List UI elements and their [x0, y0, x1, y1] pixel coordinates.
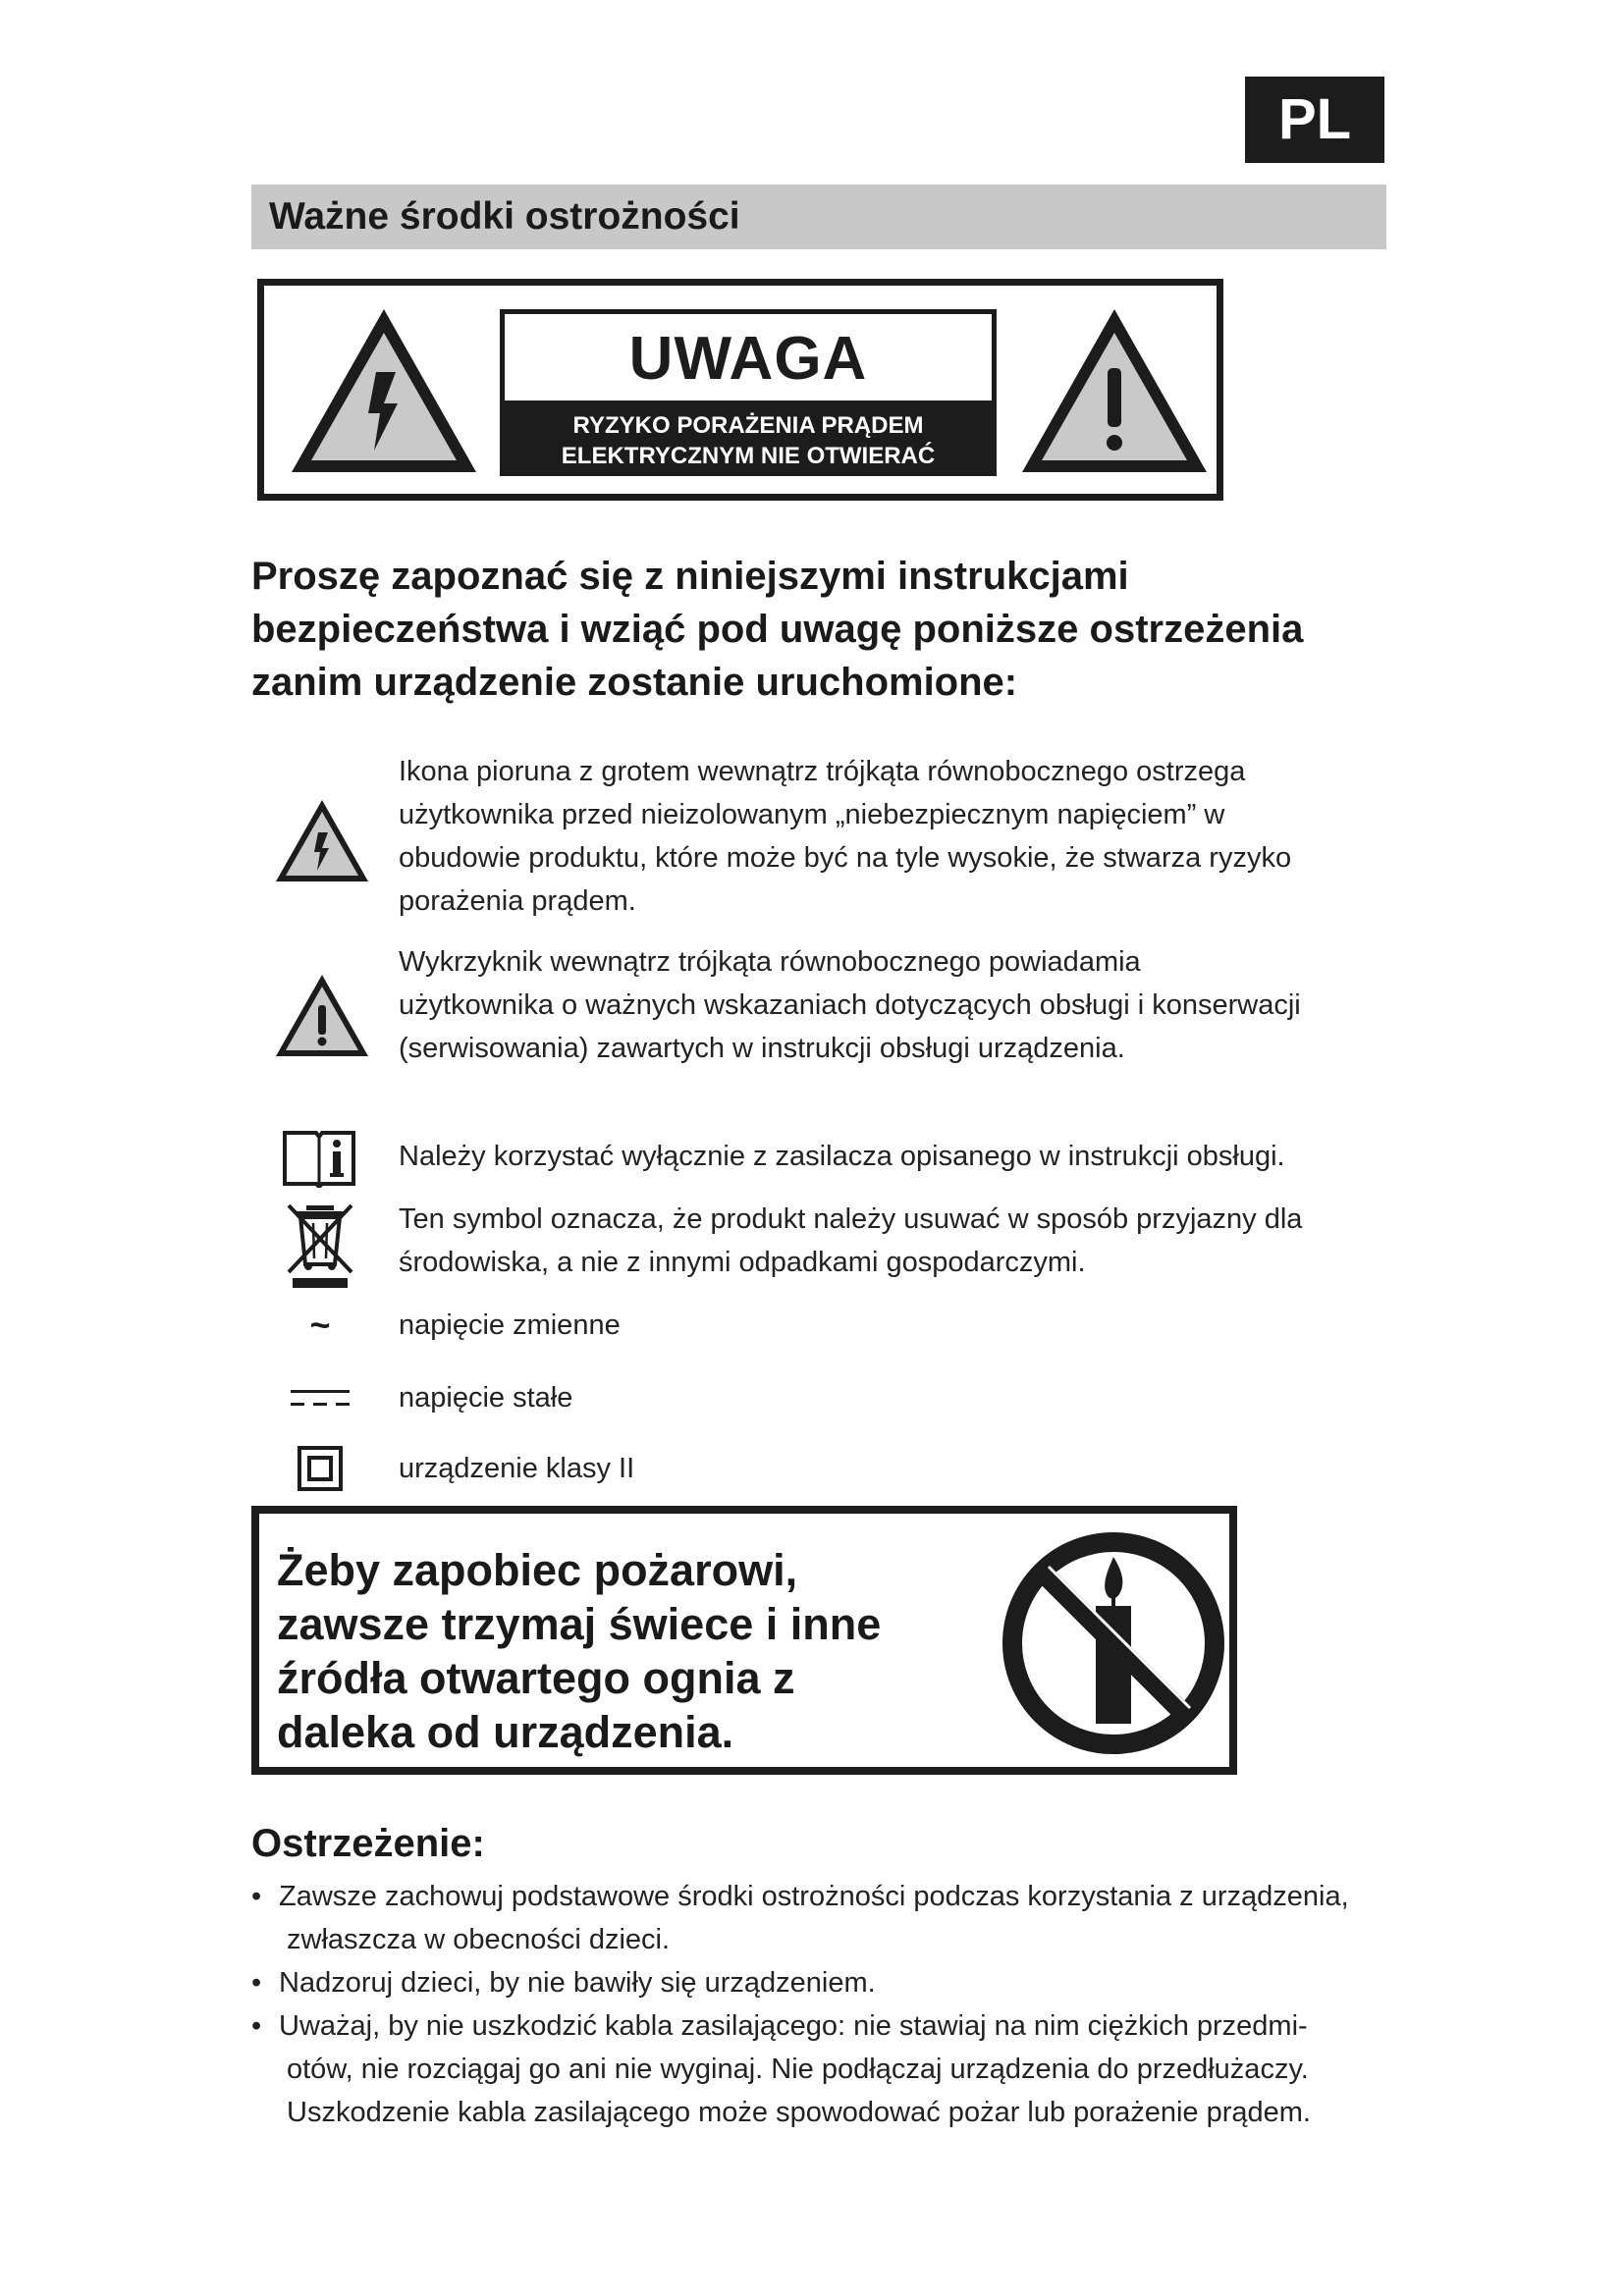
- warning-title: UWAGA: [628, 325, 868, 393]
- symbol-description: [399, 940, 1380, 1070]
- class-ii-icon: [297, 1445, 344, 1492]
- text-line: Ikona pioruna z grotem wewnątrz trójkąta równobocznego ostrzega: [399, 756, 1246, 787]
- dc-symbol-icon: [289, 1384, 352, 1412]
- warning-center-panel: [500, 309, 997, 476]
- warning-heading: Ostrzeżenie:: [251, 1822, 485, 1865]
- ac-symbol-icon: ~: [309, 1305, 331, 1345]
- symbol-description: [399, 1376, 1380, 1419]
- fire-warning-line: Żeby zapobiec pożarowi,: [277, 1545, 798, 1595]
- fire-warning-box: [251, 1506, 1237, 1775]
- text-line: • Uważaj, by nie uszkodzić kabla zasilającego: nie stawiaj na nim ciężkich przedmi-: [279, 2010, 1308, 2042]
- symbol-description: [399, 1304, 1380, 1347]
- list-item: [251, 2004, 1390, 2134]
- text-line: • Zawsze zachowuj podstawowe środki ostrożności podczas korzystania z urządzenia,: [279, 1881, 1349, 1912]
- intro-line: zanim urządzenie zostanie uruchomione:: [251, 661, 1018, 704]
- exclamation-triangle-icon: [1016, 303, 1213, 480]
- symbol-description: [399, 1447, 1380, 1490]
- lightning-triangle-icon: [286, 303, 482, 480]
- text-line: (serwisowania) zawartych w instrukcji obsługi urządzenia.: [399, 1033, 1125, 1064]
- symbol-description: [399, 1135, 1380, 1178]
- text-line: • Nadzoruj dzieci, by nie bawiły się urządzeniem.: [279, 1967, 876, 1999]
- text-line: Należy korzystać wyłącznie z zasilacza opisanego w instrukcji obsługi.: [399, 1141, 1285, 1172]
- section-header: [251, 185, 1386, 249]
- list-item: [251, 1961, 1390, 2004]
- fire-warning-text: [277, 1543, 881, 1759]
- symbol-description: [399, 1198, 1380, 1284]
- text-line: użytkownika o ważnych wskazaniach dotyczących obsługi i konserwacji: [399, 989, 1301, 1021]
- lightning-triangle-icon: [273, 797, 371, 885]
- text-line: obudowie produktu, które może być na tyle wysokie, że stwarza ryzyko: [399, 842, 1292, 874]
- fire-warning-line: zawsze trzymaj świece i inne: [277, 1599, 882, 1649]
- text-line: porażenia prądem.: [399, 885, 636, 917]
- manual-info-icon: [281, 1127, 357, 1188]
- crossed-bin-icon: [285, 1200, 355, 1290]
- text-line: Uszkodzenie kabla zasilającego może spowodować pożar lub porażenie prądem.: [287, 2097, 1311, 2128]
- text-line: użytkownika przed nieizolowanym „niebezpiecznym napięciem” w: [399, 799, 1225, 830]
- text-line: środowiska, a nie z innymi odpadkami gospodarczymi.: [399, 1247, 1086, 1278]
- text-line: urządzenie klasy II: [399, 1453, 635, 1484]
- exclamation-triangle-icon: [273, 972, 371, 1060]
- text-line: otów, nie rozciągaj go ani nie wyginaj. Nie podłączaj urządzenia do przedłużaczy.: [287, 2054, 1309, 2085]
- text-line: Ten symbol oznacza, że produkt należy usuwać w sposób przyjazny dla: [399, 1203, 1303, 1235]
- list-item: [251, 1875, 1390, 1961]
- warning-subtitle: [505, 400, 992, 471]
- text-line: napięcie zmienne: [399, 1309, 621, 1341]
- warning-subtitle-line: ELEKTRYCZNYM NIE OTWIERAĆ: [561, 443, 936, 469]
- fire-warning-line: daleka od urządzenia.: [277, 1707, 734, 1757]
- section-title: Ważne środki ostrożności: [269, 195, 740, 238]
- intro-line: Proszę zapoznać się z niniejszymi instrukcjami: [251, 555, 1129, 598]
- intro-heading: [251, 550, 1380, 709]
- text-line: zwłaszcza w obecności dzieci.: [287, 1924, 671, 1955]
- fire-warning-line: źródła otwartego ognia z: [277, 1653, 795, 1703]
- text-line: Wykrzyknik wewnątrz trójkąta równobocznego powiadamia: [399, 946, 1141, 978]
- intro-line: bezpieczeństwa i wziąć pod uwagę poniższe ostrzeżenia: [251, 608, 1304, 651]
- warning-subtitle-line: RYZYKO PORAŻENIA PRĄDEM: [572, 412, 924, 439]
- language-badge: PL: [1245, 77, 1384, 163]
- warning-label: [257, 279, 1223, 501]
- no-candle-icon: [998, 1527, 1229, 1759]
- symbol-description: [399, 750, 1380, 923]
- text-line: napięcie stałe: [399, 1382, 573, 1414]
- warning-list: [251, 1875, 1390, 2134]
